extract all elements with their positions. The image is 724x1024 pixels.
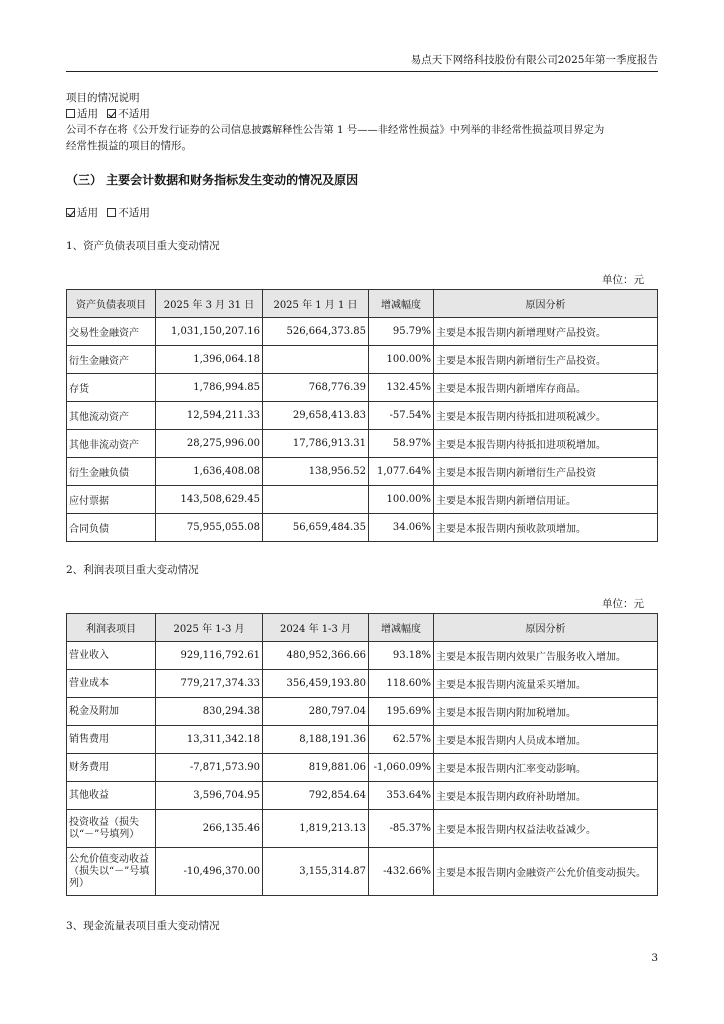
cashflow-subtitle: 3、现金流量表项目重大变动情况 [66, 920, 220, 932]
table-row [67, 514, 658, 542]
current-value-cell: 1,396,064.18 [156, 346, 263, 374]
col-header: 2025 年 1 月 1 日 [263, 290, 369, 318]
table-row [67, 458, 658, 486]
current-value-cell: 830,294.38 [156, 698, 263, 726]
reason-cell: 主要是本报告期内流量采买增加。 [434, 670, 658, 698]
income-table [66, 613, 658, 896]
option-label: 不适用 [118, 207, 150, 219]
table-row [67, 754, 658, 782]
intro-text-line1: 公司不存在将《公开发行证券的公司信息披露解释性公告第 1 号——非经常性损益》中列举的非经常性损益项目界定为 [66, 124, 605, 136]
prior-value-cell: 8,188,191.36 [263, 726, 369, 754]
balance-unit: 单位：元 [602, 274, 644, 286]
change-cell: -432.66% [369, 848, 434, 896]
intro-title: 项目的情况说明 [66, 92, 140, 104]
change-cell: 34.06% [369, 514, 434, 542]
table-row [67, 430, 658, 458]
item-cell: 存货 [67, 374, 156, 402]
reason-cell: 主要是本报告期内新增理财产品投资。 [434, 318, 658, 346]
col-header: 2024 年 1-3 月 [263, 614, 369, 642]
item-cell: 投资收益（损失以“－”号填列） [67, 810, 156, 848]
change-cell: 93.18% [369, 642, 434, 670]
current-value-cell: -7,871,573.90 [156, 754, 263, 782]
current-value-cell: 3,596,704.95 [156, 782, 263, 810]
table-row [67, 486, 658, 514]
table-row [67, 346, 658, 374]
current-value-cell: 1,786,994.85 [156, 374, 263, 402]
change-cell: 118.60% [369, 670, 434, 698]
item-cell: 营业成本 [67, 670, 156, 698]
checkbox-not-applicable[interactable] [107, 109, 116, 118]
reason-cell: 主要是本报告期内新增衍生产品投资。 [434, 346, 658, 374]
table-header-row [67, 614, 658, 642]
current-value-cell: 28,275,996.00 [156, 430, 263, 458]
page-number: 3 [651, 952, 658, 964]
prior-value-cell [263, 486, 369, 514]
reason-cell: 主要是本报告期内新增信用证。 [434, 486, 658, 514]
current-value-cell: 13,311,342.18 [156, 726, 263, 754]
col-header: 利润表项目 [67, 614, 156, 642]
col-header: 2025 年 3 月 31 日 [156, 290, 263, 318]
page-header: 易点天下网络科技股份有限公司2025年第一季度报告 [66, 52, 658, 72]
prior-value-cell: 356,459,193.80 [263, 670, 369, 698]
col-header: 原因分析 [434, 290, 658, 318]
prior-value-cell: 280,797.04 [263, 698, 369, 726]
item-cell: 其他流动资产 [67, 402, 156, 430]
balance-subtitle: 1、资产负债表项目重大变动情况 [66, 240, 220, 252]
prior-value-cell: 3,155,314.87 [263, 848, 369, 896]
col-header: 资产负债表项目 [67, 290, 156, 318]
checkbox-applicable[interactable] [66, 109, 75, 118]
change-cell: 62.57% [369, 726, 434, 754]
table-row [67, 642, 658, 670]
item-cell: 衍生金融资产 [67, 346, 156, 374]
current-value-cell: 143,508,629.45 [156, 486, 263, 514]
change-cell: 100.00% [369, 346, 434, 374]
checkbox-applicable[interactable] [66, 208, 75, 217]
intro-options [66, 106, 658, 122]
table-row [67, 848, 658, 896]
table-row [67, 670, 658, 698]
intro-block [66, 90, 658, 154]
reason-cell: 主要是本报告期内权益法收益减少。 [434, 810, 658, 848]
current-value-cell: 929,116,792.61 [156, 642, 263, 670]
prior-value-cell: 17,786,913.31 [263, 430, 369, 458]
table-row [67, 318, 658, 346]
change-cell: 195.69% [369, 698, 434, 726]
current-value-cell: 779,217,374.33 [156, 670, 263, 698]
income-subtitle: 2、利润表项目重大变动情况 [66, 564, 199, 576]
reason-cell: 主要是本报告期内待抵扣进项税减少。 [434, 402, 658, 430]
checkbox-not-applicable[interactable] [107, 208, 116, 217]
change-cell: -57.54% [369, 402, 434, 430]
change-cell: -85.37% [369, 810, 434, 848]
income-unit: 单位：元 [602, 598, 644, 610]
item-cell: 交易性金融资产 [67, 318, 156, 346]
col-header: 原因分析 [434, 614, 658, 642]
current-value-cell: 1,031,150,207.16 [156, 318, 263, 346]
prior-value-cell [263, 346, 369, 374]
table-row [67, 374, 658, 402]
reason-cell: 主要是本报告期内新增库存商品。 [434, 374, 658, 402]
table-row [67, 698, 658, 726]
reason-cell: 主要是本报告期内人员成本增加。 [434, 726, 658, 754]
change-cell: 1,077.64% [369, 458, 434, 486]
table-header-row [67, 290, 658, 318]
prior-value-cell: 792,854.64 [263, 782, 369, 810]
prior-value-cell: 138,956.52 [263, 458, 369, 486]
item-cell: 应付票据 [67, 486, 156, 514]
current-value-cell: 12,594,211.33 [156, 402, 263, 430]
item-cell: 财务费用 [67, 754, 156, 782]
current-value-cell: 1,636,408.08 [156, 458, 263, 486]
col-header: 2025 年 1-3 月 [156, 614, 263, 642]
prior-value-cell: 29,658,413.83 [263, 402, 369, 430]
prior-value-cell: 526,664,373.85 [263, 318, 369, 346]
change-cell: 100.00% [369, 486, 434, 514]
prior-value-cell: 1,819,213.13 [263, 810, 369, 848]
reason-cell: 主要是本报告期内汇率变动影响。 [434, 754, 658, 782]
reason-cell: 主要是本报告期内预收款项增加。 [434, 514, 658, 542]
reason-cell: 主要是本报告期内金融资产公允价值变动损失。 [434, 848, 658, 896]
item-cell: 衍生金融负债 [67, 458, 156, 486]
prior-value-cell: 768,776.39 [263, 374, 369, 402]
item-cell: 其他非流动资产 [67, 430, 156, 458]
change-cell: 132.45% [369, 374, 434, 402]
item-cell: 营业收入 [67, 642, 156, 670]
item-cell: 税金及附加 [67, 698, 156, 726]
section3-options [66, 205, 658, 221]
item-cell: 销售费用 [67, 726, 156, 754]
reason-cell: 主要是本报告期内政府补助增加。 [434, 782, 658, 810]
table-row [67, 726, 658, 754]
reason-cell: 主要是本报告期内效果广告服务收入增加。 [434, 642, 658, 670]
current-value-cell: -10,496,370.00 [156, 848, 263, 896]
table-row [67, 402, 658, 430]
change-cell: -1,060.09% [369, 754, 434, 782]
prior-value-cell: 480,952,366.66 [263, 642, 369, 670]
reason-cell: 主要是本报告期内待抵扣进项税增加。 [434, 430, 658, 458]
item-cell: 其他收益 [67, 782, 156, 810]
option-label: 适用 [77, 207, 98, 219]
option-label: 适用 [77, 108, 98, 120]
prior-value-cell: 819,881.06 [263, 754, 369, 782]
section-heading: （三） 主要会计数据和财务指标发生变动的情况及原因 [66, 173, 359, 187]
reason-cell: 主要是本报告期内新增衍生产品投资 [434, 458, 658, 486]
current-value-cell: 266,135.46 [156, 810, 263, 848]
current-value-cell: 75,955,055.08 [156, 514, 263, 542]
balance-table [66, 289, 658, 542]
col-header: 增减幅度 [369, 290, 434, 318]
table-row [67, 782, 658, 810]
intro-text-line2: 经常性损益的项目的情形。 [66, 140, 192, 152]
change-cell: 353.64% [369, 782, 434, 810]
item-cell: 公允价值变动收益（损失以“－”号填列） [67, 848, 156, 896]
col-header: 增减幅度 [369, 614, 434, 642]
table-row [67, 810, 658, 848]
reason-cell: 主要是本报告期内附加税增加。 [434, 698, 658, 726]
item-cell: 合同负债 [67, 514, 156, 542]
change-cell: 58.97% [369, 430, 434, 458]
option-label: 不适用 [118, 108, 150, 120]
change-cell: 95.79% [369, 318, 434, 346]
prior-value-cell: 56,659,484.35 [263, 514, 369, 542]
